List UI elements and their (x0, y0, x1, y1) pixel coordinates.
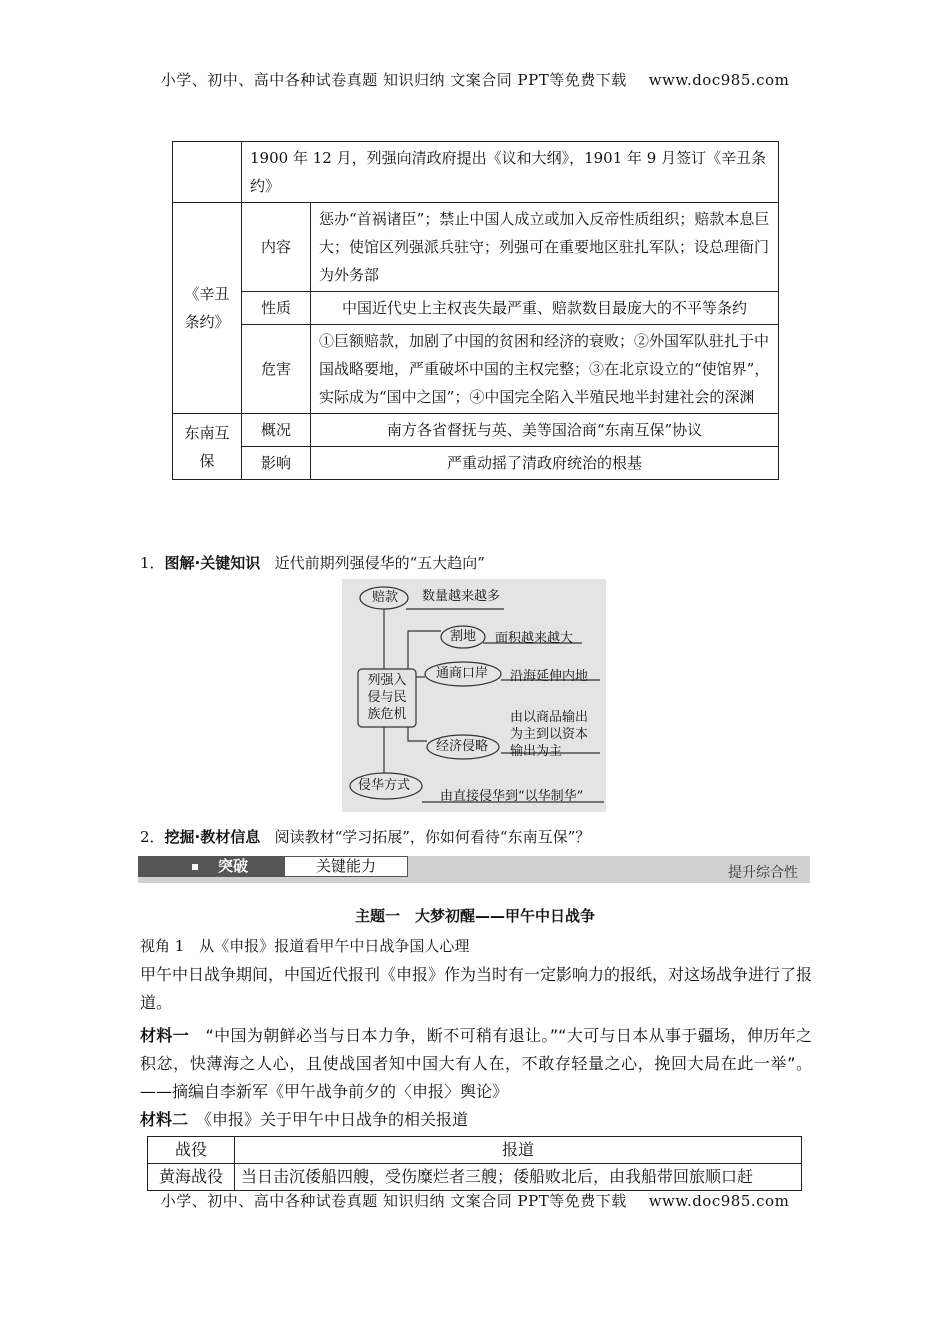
mind-map-diagram (342, 579, 606, 812)
square-bullet-icon (192, 864, 198, 870)
material-1-label: 材料一 (140, 1026, 190, 1045)
desc-treaty-ports: 沿海延伸内地 (510, 669, 589, 684)
nature-label: 性质 (242, 292, 311, 325)
section-1-text: 近代前期列强侵华的“五大趋向” (274, 554, 485, 572)
table-cell-report: 当日击沉倭船四艘，受伤糜烂者三艘；倭船败北后，由我船带回旅顺口赶 (235, 1164, 802, 1191)
topic-title: 主题一 大梦初醒——甲午中日战争 (354, 907, 595, 925)
node-cession: 割地 (450, 629, 477, 644)
nature-cell: 中国近代史上主权丧失最严重、赔款数目最庞大的不平等条约 (311, 292, 779, 325)
node-economic: 经济侵略 (436, 739, 489, 754)
page-footer (0, 1190, 950, 1211)
center-node: 列强入 侵与民 族危机 (367, 673, 407, 722)
table-cell-battle: 黄海战役 (148, 1164, 235, 1191)
overview-label: 概况 (242, 414, 311, 447)
header-site: www.doc985.com (648, 71, 790, 89)
section-banner (138, 856, 810, 883)
content-cell: 惩办“首祸诸臣”；禁止中国人成立或加入反帝性质组织；赔款本息巨大；使馆区列强派兵驻守；列强可在重要地区驻扎军队；设总理衙门为外务部 (311, 203, 779, 292)
material-1 (140, 1022, 812, 1106)
section-1 (140, 552, 485, 573)
footer-text: 小学、初中、高中各种试卷真题 知识归纳 文案合同 PPT等免费下载 (160, 1192, 627, 1210)
material-1-text: “中国为朝鲜必当与日本力争，断不可稍有退让。”“大可与日本从事于疆场，伸历年之积忿，快薄海之人心，且使战国者知中国大有人在，不敢存轻量之心，挽回大局在此一举”。——摘编自李新军《甲午战争前夕的〈申报〉舆论》 (140, 1026, 812, 1101)
section-2 (140, 826, 590, 847)
footer-site: www.doc985.com (648, 1192, 790, 1210)
table-cell: 1900 年 12 月，列强向清政府提出《议和大纲》，1901 年 9 月签订《辛丑条约》 (242, 142, 779, 203)
treaty-name-cell: 《辛丑条约》 (173, 203, 242, 414)
banner-left: 突破 (218, 857, 249, 875)
node-treaty-ports: 通商口岸 (436, 666, 489, 681)
impact-label: 影响 (242, 447, 311, 480)
section-1-label: 图解·关键知识 (164, 554, 261, 572)
desc-invasion-mode: 由直接侵华到“以华制华” (440, 789, 584, 804)
section-2-num: 2． (140, 828, 165, 846)
blank-cell (173, 142, 242, 203)
desc-indemnity: 数量越来越多 (422, 589, 501, 604)
table-header-report: 报道 (235, 1137, 802, 1164)
material-2-text: 《申报》关于甲午中日战争的相关报道 (188, 1110, 469, 1129)
report-table (147, 1136, 802, 1191)
banner-middle: 关键能力 (284, 856, 408, 877)
harm-cell: ①巨额赔款，加剧了中国的贫困和经济的衰败；②外国军队驻扎于中国战略要地，严重破坏中国的主权完整；③在北京设立的“使馆界”，实际成为“国中之国”；④中国完全陷入半殖民地半封建社会的深渊 (311, 325, 779, 414)
content-label: 内容 (242, 203, 311, 292)
intro-paragraph: 甲午中日战争期间，中国近代报刊《申报》作为当时有一定影响力的报纸，对这场战争进行了报道。 (140, 965, 813, 1012)
page-header (0, 69, 950, 90)
header-text: 小学、初中、高中各种试卷真题 知识归纳 文案合同 PPT等免费下载 (160, 71, 627, 89)
view-heading: 视角 1 从《申报》报道看甲午中日战争国人心理 (140, 937, 470, 955)
table-header-battle: 战役 (148, 1137, 235, 1164)
southeast-cell: 东南互保 (173, 414, 242, 480)
material-2-label: 材料二 (140, 1110, 189, 1129)
treaty-table (172, 141, 779, 480)
banner-right: 提升综合性 (728, 865, 798, 881)
harm-label: 危害 (242, 325, 311, 414)
overview-cell: 南方各省督抚与英、美等国洽商“东南互保”协议 (311, 414, 779, 447)
banner-dark (138, 856, 284, 877)
desc-economic: 由以商品输出 为主到以资本 输出为主 (510, 710, 589, 759)
node-indemnity: 赔款 (372, 590, 399, 605)
section-1-num: 1． (140, 554, 165, 572)
node-invasion-mode: 侵华方式 (358, 778, 411, 793)
section-2-text: 阅读教材“学习拓展”，你如何看待“东南互保”？ (274, 828, 591, 846)
impact-cell: 严重动摇了清政府统治的根基 (311, 447, 779, 480)
material-2 (140, 1106, 812, 1134)
desc-cession: 面积越来越大 (495, 631, 574, 646)
section-2-label: 挖掘·教材信息 (164, 828, 261, 846)
